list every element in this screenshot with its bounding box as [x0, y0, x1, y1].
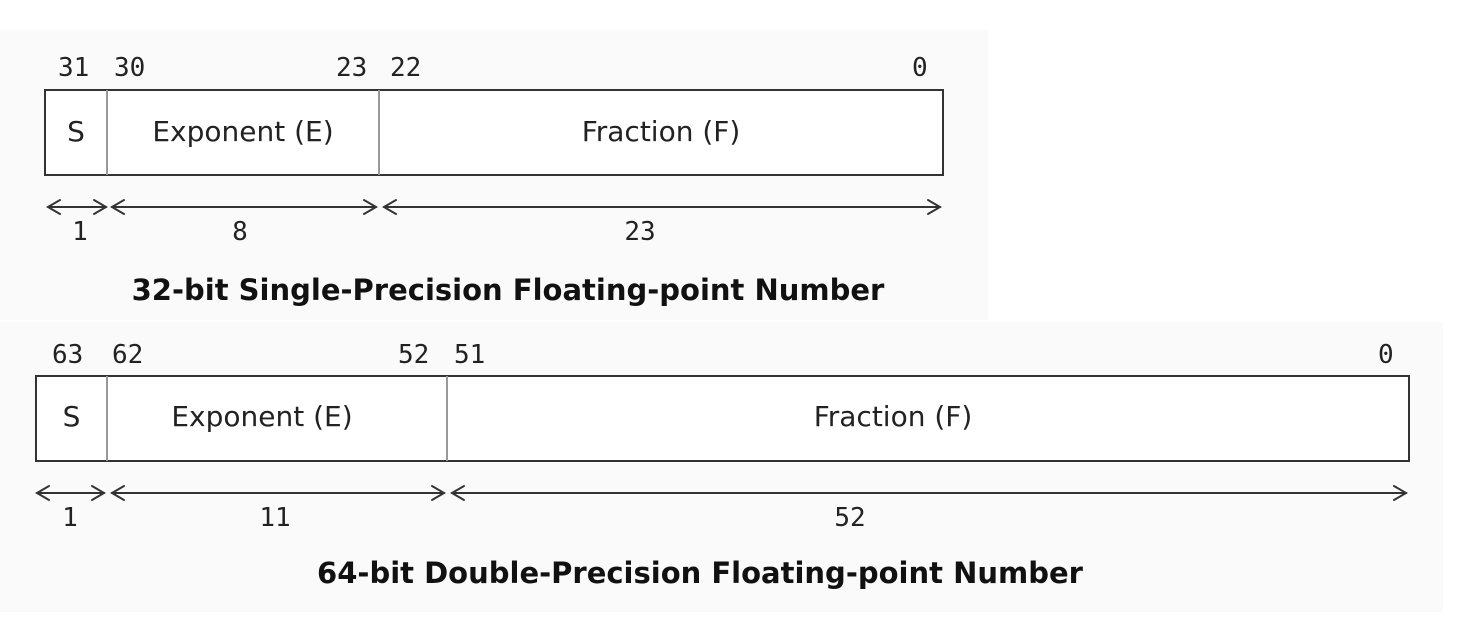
single-sign-field: S: [67, 115, 85, 148]
double-fraction-arrow: [452, 486, 1406, 500]
single-fraction-arrow: [384, 200, 940, 214]
single-bit-0: 0: [912, 53, 928, 83]
double-sign-field: S: [62, 400, 81, 433]
single-fraction-width: 23: [624, 217, 656, 247]
single-bit-31: 31: [58, 53, 90, 83]
double-bit-62: 62: [112, 340, 144, 370]
single-bit-30: 30: [114, 53, 146, 83]
single-bit-22: 22: [390, 53, 422, 83]
double-fraction-field: Fraction (F): [813, 400, 973, 433]
double-bit-63: 63: [52, 340, 84, 370]
double-exponent-arrow: [112, 486, 444, 500]
single-sign-width: 1: [72, 217, 88, 247]
double-bit-52: 52: [398, 340, 430, 370]
single-sign-arrow: [48, 200, 106, 214]
single-exponent-arrow: [112, 200, 376, 214]
double-exponent-field: Exponent (E): [171, 400, 353, 433]
double-sign-width: 1: [62, 503, 78, 533]
single-precision-caption: 32-bit Single-Precision Floating-point Number: [131, 273, 885, 307]
double-fraction-width: 52: [834, 503, 866, 533]
double-sign-arrow: [37, 486, 104, 500]
single-exponent-field: Exponent (E): [152, 115, 334, 148]
double-bit-0: 0: [1378, 340, 1394, 370]
single-fraction-field: Fraction (F): [581, 115, 741, 148]
double-precision-caption: 64-bit Double-Precision Floating-point Number: [317, 556, 1083, 590]
double-bit-51: 51: [454, 340, 486, 370]
single-bit-23: 23: [336, 53, 368, 83]
single-exponent-width: 8: [232, 217, 248, 247]
double-exponent-width: 11: [259, 503, 291, 533]
